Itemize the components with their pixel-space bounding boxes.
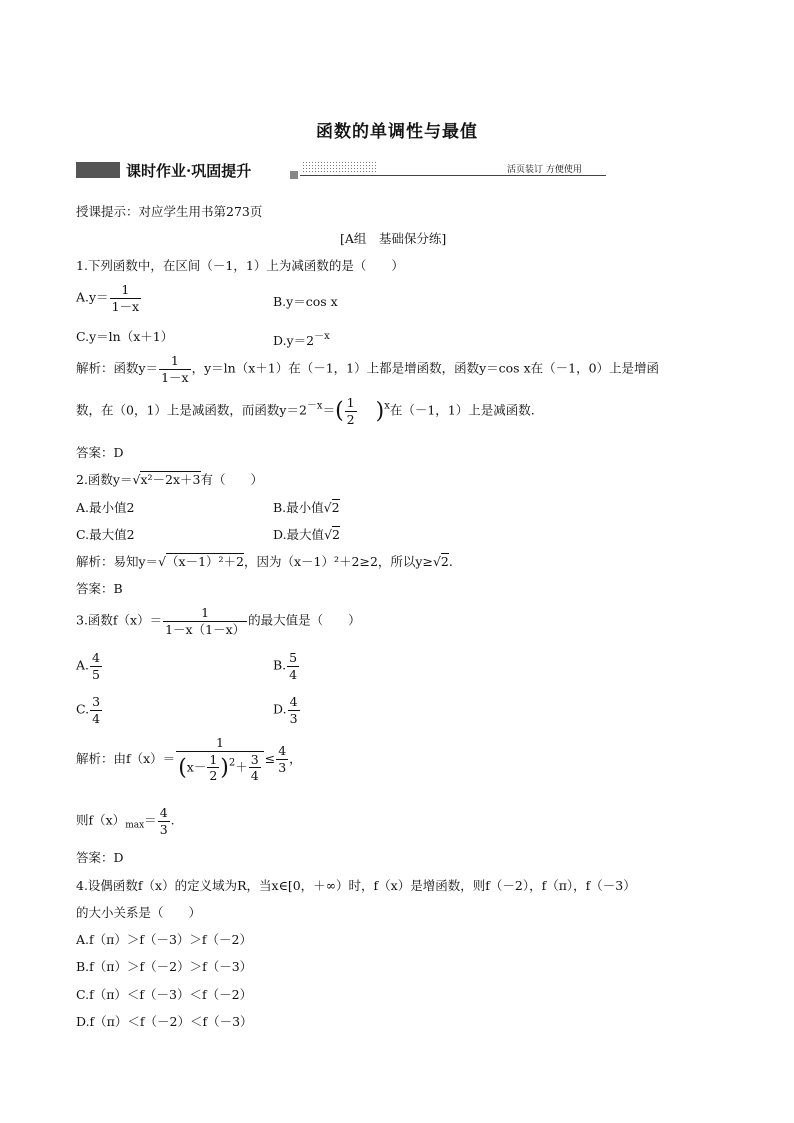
q2-option-c: C.最大值2 [76, 527, 135, 542]
q1-option-c: C.y＝ln（x＋1） [76, 329, 174, 344]
banner-square [290, 171, 298, 179]
q4-option-b: B.f（π）＞f（－2）＞f（－3） [76, 959, 253, 974]
q1-analysis-1: 解析：函数y＝ $\frac{1}{1-x}$ ，y＝ln（x＋1）在（－1，1）上都是增函数，函数y＝cos x在（－1，0）上是增函 [76, 353, 660, 385]
banner-dots [302, 161, 376, 174]
q4-stem-line2: 的大小关系是（ ） [76, 905, 202, 920]
q3-max: 则$f(x)_{max}=$ $\frac{4}{3}$ . [76, 805, 175, 837]
q3-analysis: 解析：由f（x）＝ 1 (x－ $\frac{1}{2}$ )$^2$＋ $\frac{3}{4}$ ≤ $\frac{4}{3}$ ， [76, 735, 302, 784]
q1-analysis-2: 数，在（0，1）上是减函数，而函数$y=2^{-x}=$( $\frac{1}{2}$ )$^x$在（－1，1）上是减函数. [76, 395, 535, 427]
hint: 授课提示：对应学生用书第273页 [76, 204, 263, 219]
q3-option-d: D. $\frac{4}{3}$ [273, 694, 298, 726]
q4-option-a: A.f（π）＞f（－3）＞f（－2） [76, 932, 253, 947]
q4-option-d: D.f（π）＜f（－2）＜f（－3） [76, 1014, 253, 1029]
page-title: 函数的单调性与最值 [316, 122, 478, 142]
q2-option-d: D.最大值√2 [273, 527, 340, 542]
banner-tag: 活页装订 方便使用 [507, 165, 582, 175]
banner-rule [300, 175, 606, 176]
q4-option-c: C.f（π）＜f（－3）＜f（－2） [76, 987, 253, 1002]
q2-option-a: A.最小值2 [76, 500, 135, 515]
q2-stem: 2.函数y＝√x²－2x＋3有（ ） [76, 472, 264, 487]
q1-option-a: A.y＝ $\frac{1}{1-x}$ [76, 282, 140, 314]
q2-option-b: B.最小值√2 [273, 500, 340, 515]
group-heading: [A组 基础保分练] [340, 231, 447, 246]
q3-option-c: C. $\frac{3}{4}$ [76, 694, 101, 726]
q3-stem: 3.函数f（x）＝ $\frac{1}{1-x(1-x)}$ 的最大值是（ ） [76, 605, 361, 637]
q2-analysis: 解析：易知y＝√（x－1）²＋2，因为（x－1）²＋2≥2，所以y≥√2. [76, 554, 453, 569]
banner-bar [76, 162, 120, 178]
q1-answer: 答案：D [76, 445, 124, 460]
q3-option-a: A. $\frac{4}{5}$ [76, 650, 100, 682]
q3-option-b: B. $\frac{5}{4}$ [273, 650, 298, 682]
q4-stem-line1: 4.设偶函数f（x）的定义域为R，当x∈[0，＋∞）时，f（x）是增函数，则f（－2），f（π），f（－3） [76, 878, 636, 893]
q1-stem: 1.下列函数中，在区间（－1，1）上为减函数的是（ ） [76, 258, 404, 273]
q2-answer: 答案：B [76, 581, 123, 596]
q1-option-b: B.y＝cos x [273, 294, 338, 309]
banner-label: 课时作业·巩固提升 [126, 162, 252, 180]
q1-option-d: $D.y=2^{-x}$ [273, 331, 330, 348]
q3-answer: 答案：D [76, 850, 124, 865]
